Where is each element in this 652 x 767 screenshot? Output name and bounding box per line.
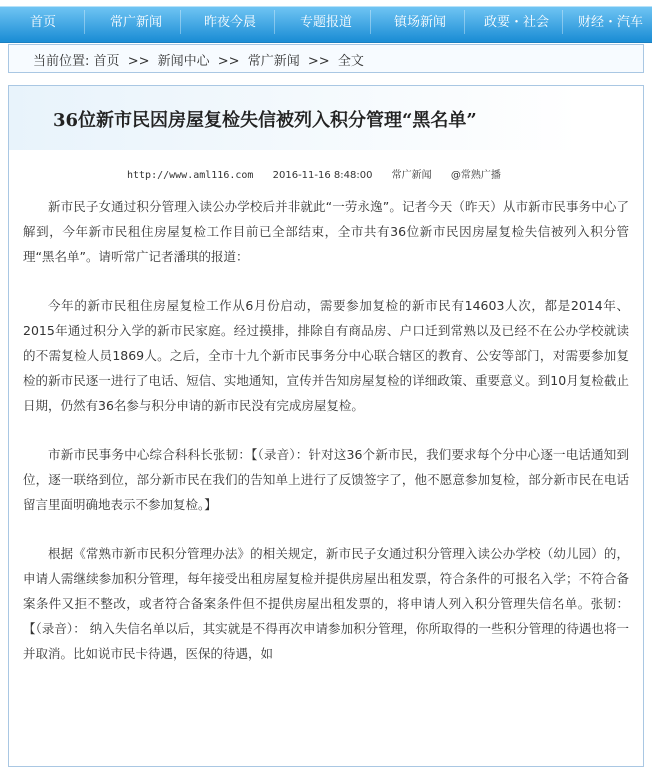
- nav-divider: [274, 10, 275, 34]
- article-body: [23, 194, 629, 690]
- article-datetime: 2016-11-16 8:48:00: [272, 170, 373, 181]
- title-box: [9, 86, 579, 150]
- breadcrumb-current: 全文: [337, 54, 364, 69]
- breadcrumb-label: 当前位置:: [33, 54, 90, 69]
- nav-divider: [180, 10, 181, 34]
- nav-item-finance[interactable]: 财经・汽车: [578, 15, 644, 30]
- nav-item-home[interactable]: 首页: [30, 15, 57, 30]
- breadcrumb-home[interactable]: 首页: [93, 54, 120, 69]
- article-paragraph: 新市民子女通过积分管理入读公办学校后并非就此“一劳永逸”。记者今天（昨天）从市新市民事务中心了解到，今年新市民租住房屋复检工作目前已全部结束，全市共有36位新市民因房屋复检失信被列入积分管理“黑名单”。请听常广记者潘琪的报道：: [23, 199, 629, 264]
- top-nav: [0, 0, 652, 43]
- article-title: 36位新市民因房屋复检失信被列入积分管理“黑名单”: [53, 110, 477, 131]
- article-paragraph: 根据《常熟市新市民积分管理办法》的相关规定，新市民子女通过积分管理入读公办学校（幼儿园）的，申请人需继续参加积分管理，每年接受出租房屋复检并提供房屋出租发票，符合条件的可报名入学；不符合备案条件又拒不整改，或者符合备案条件但不提供房屋出租发票的，将申请人列入积分管理失信名单。张韧：【（录音）： 纳入失信名单以后，其实就是不得再次申请参加积分管理，你所取得的一些积分管理的待遇也将一并取消。比如说市民卡待遇，医保的待遇，如: [23, 546, 629, 661]
- nav-item-town-news[interactable]: 镇场新闻: [394, 15, 447, 30]
- nav-item-last-night[interactable]: 昨夜今晨: [204, 15, 257, 30]
- breadcrumb-separator: >>: [217, 54, 240, 69]
- article-url: http://www.aml116.com: [127, 170, 254, 181]
- article-category: 常广新闻: [391, 170, 432, 181]
- nav-item-politics[interactable]: 政要・社会: [484, 15, 550, 30]
- breadcrumb-changguang-news[interactable]: 常广新闻: [247, 54, 300, 69]
- nav-item-special[interactable]: 专题报道: [300, 15, 353, 30]
- breadcrumb-separator: >>: [307, 54, 330, 69]
- article-paragraph: 市新市民事务中心综合科科长张韧：【（录音）：针对这36个新市民，我们要求每个分中心逐一电话通知到位，逐一联络到位，部分新市民在我们的告知单上进行了反馈签字了，他不愿意参加复检，部分新市民在电话留言里面明确地表示不参加复检。】: [23, 447, 629, 512]
- nav-divider: [84, 10, 85, 34]
- nav-item-news[interactable]: 常广新闻: [110, 15, 163, 30]
- article-container: [8, 85, 644, 767]
- article-source: @常熟广播: [450, 170, 501, 181]
- breadcrumb-separator: >>: [127, 54, 150, 69]
- article-paragraph: 今年的新市民租住房屋复检工作从6月份启动，需要参加复检的新市民有14603人次，都是2014年、2015年通过积分入学的新市民家庭。经过摸排，排除自有商品房、户口迁到常熟以及已经不在公办学校就读的不需复检人员1869人。之后，全市十九个新市民事务分中心联合辖区的教育、公安等部门，对需要参加复检的新市民逐一进行了电话、短信、实地通知，宣传并告知房屋复检的详细政策、重要意义。到10月复检截止日期，仍然有36名参与积分申请的新市民没有完成房屋复检。: [23, 298, 629, 413]
- nav-divider: [464, 10, 465, 34]
- nav-divider: [562, 10, 563, 34]
- nav-divider: [370, 10, 371, 34]
- article-meta: [127, 166, 517, 181]
- breadcrumb-news-center[interactable]: 新闻中心: [157, 54, 210, 69]
- breadcrumb: [8, 44, 644, 73]
